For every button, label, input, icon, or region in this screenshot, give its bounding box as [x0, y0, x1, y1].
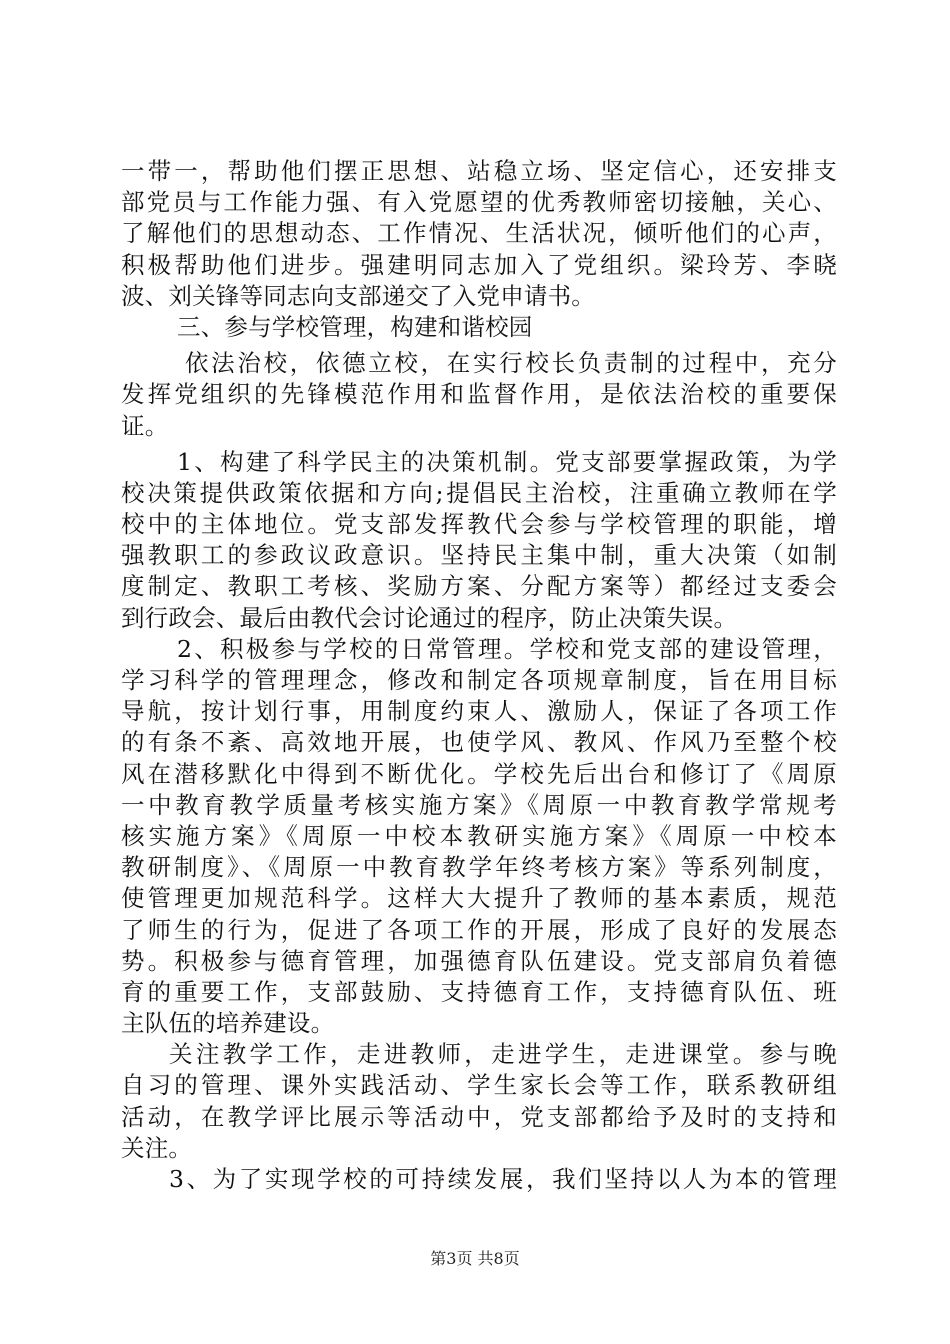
text-line: 了解他们的思想动态、工作情况、生活状况，倾听他们的心声，: [121, 219, 837, 248]
text-line: 风在潜移默化中得到不断优化。学校先后出台和修订了《周原: [121, 759, 837, 788]
text-line: 度制定、教职工考核、奖励方案、分配方案等）都经过支委会: [121, 572, 837, 601]
text-line: 积极帮助他们进步。强建明同志加入了党组织。梁玲芳、李晓: [121, 250, 837, 279]
text-line: 育的重要工作，支部鼓励、支持德育工作，支持德育队伍、班: [121, 977, 837, 1006]
text-line: 2、积极参与学校的日常管理。学校和党支部的建设管理，: [177, 634, 837, 663]
text-line: 活动，在教学评比展示等活动中，党支部都给予及时的支持和: [121, 1102, 837, 1131]
page-footer: 第3页 共8页: [430, 1249, 520, 1268]
text-line: 部党员与工作能力强、有入党愿望的优秀教师密切接触，关心、: [121, 188, 837, 217]
text-line: 核实施方案》《周原一中校本教研实施方案》《周原一中校本: [121, 821, 837, 850]
text-line: 校决策提供政策依据和方向;提倡民主治校，注重确立教师在学: [121, 478, 837, 507]
text-line: 了师生的行为，促进了各项工作的开展，形成了良好的发展态: [121, 915, 837, 944]
text-line: 关注教学工作，走进教师，走进学生，走进课堂。参与晚: [169, 1040, 837, 1069]
text-line: 3、为了实现学校的可持续发展，我们坚持以人为本的管理: [169, 1165, 837, 1193]
text-line: 导航，按计划行事，用制度约束人、激励人，保证了各项工作: [121, 697, 837, 726]
text-line: 一中教育教学质量考核实施方案》《周原一中教育教学常规考: [121, 790, 837, 819]
text-line: 的有条不紊、高效地开展，也使学风、教风、作风乃至整个校: [121, 728, 837, 757]
text-line: 波、刘关锋等同志向支部递交了入党申请书。: [121, 281, 595, 310]
text-line: 三、参与学校管理，构建和谐校园: [177, 312, 533, 341]
text-line: 到行政会、最后由教代会讨论通过的程序，防止决策失误。: [121, 603, 738, 632]
text-line: 主队伍的培养建设。: [121, 1009, 335, 1038]
text-line: 教研制度》、《周原一中教育教学年终考核方案》等系列制度，: [121, 853, 837, 882]
text-line: 一带一，帮助他们摆正思想、站稳立场、坚定信心，还安排支: [121, 157, 837, 185]
document-body: [121, 156, 837, 1195]
text-line: 发挥党组织的先锋模范作用和监督作用，是依法治校的重要保: [121, 380, 837, 409]
text-line: 1、构建了科学民主的决策机制。党支部要掌握政策，为学: [177, 447, 837, 476]
text-line: 强教职工的参政议政意识。坚持民主集中制，重大决策（如制: [121, 541, 837, 570]
text-line: 校中的主体地位。党支部发挥教代会参与学校管理的职能，增: [121, 510, 837, 539]
text-line: 使管理更加规范科学。这样大大提升了教师的基本素质，规范: [121, 884, 837, 913]
text-line: 证。: [121, 411, 169, 440]
text-line: 关注。: [121, 1133, 193, 1162]
text-line: 自习的管理、课外实践活动、学生家长会等工作，联系教研组: [121, 1071, 837, 1100]
text-line: 学习科学的管理理念，修改和制定各项规章制度，旨在用目标: [121, 666, 837, 694]
text-line: 势。积极参与德育管理，加强德育队伍建设。党支部肩负着德: [121, 946, 837, 975]
text-line: 依法治校，依德立校，在实行校长负责制的过程中，充分: [185, 349, 837, 378]
